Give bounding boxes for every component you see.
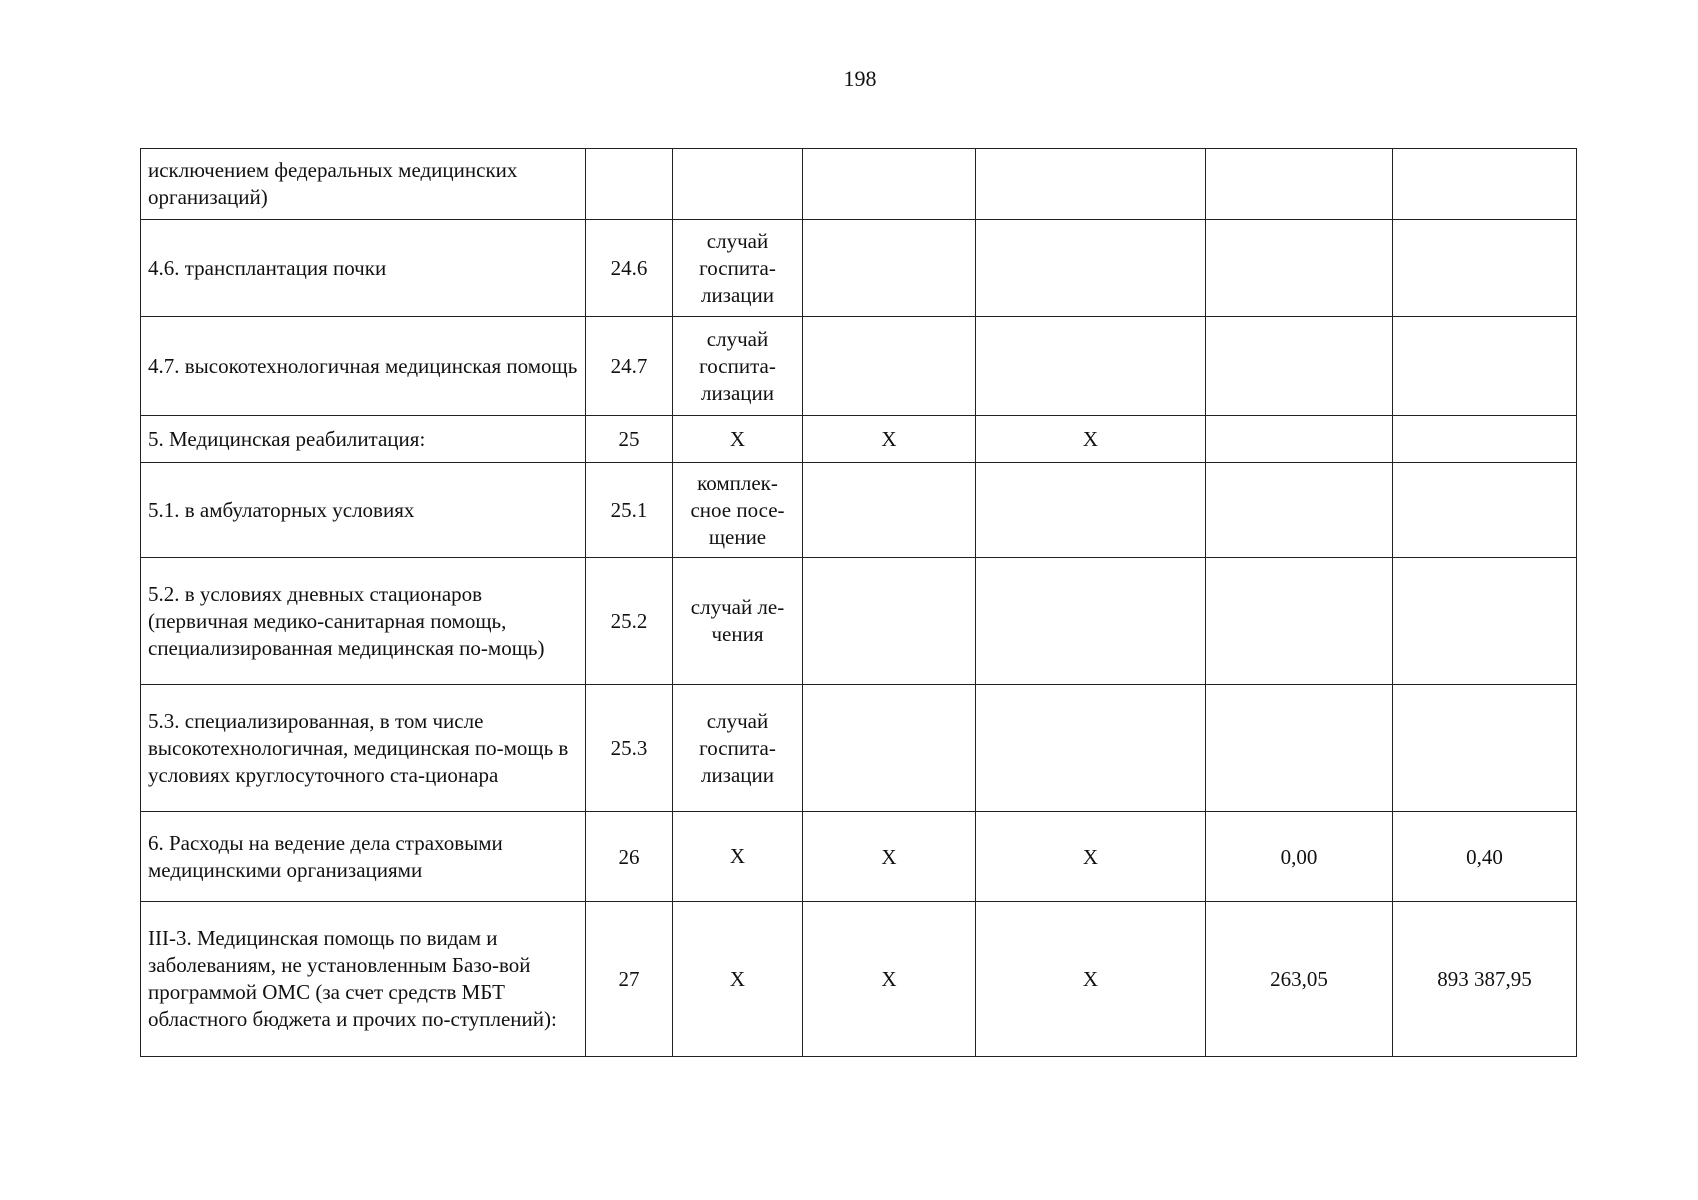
table-row xyxy=(141,317,1577,416)
value-cell-3 xyxy=(1206,558,1393,685)
value-cell-2 xyxy=(976,463,1206,558)
value-cell-2 xyxy=(976,317,1206,416)
value-cell-1: X xyxy=(803,812,976,902)
value-cell-3 xyxy=(1206,463,1393,558)
table-row xyxy=(141,812,1577,902)
value-cell-3 xyxy=(1206,416,1393,463)
table-row xyxy=(141,685,1577,812)
unit-cell: комплек-сное посе-щение xyxy=(673,463,803,558)
value-cell-1: X xyxy=(803,416,976,463)
row-name-cell: 5. Медицинская реабилитация: xyxy=(141,416,586,463)
value-cell-4: 0,40 xyxy=(1393,812,1577,902)
row-name-cell: 4.6. трансплантация почки xyxy=(141,220,586,317)
value-cell-2 xyxy=(976,558,1206,685)
table-row xyxy=(141,149,1577,220)
row-number-cell: 25 xyxy=(586,416,673,463)
value-cell-3 xyxy=(1206,685,1393,812)
value-cell-1: X xyxy=(803,902,976,1057)
value-cell-4 xyxy=(1393,416,1577,463)
unit-cell: X xyxy=(673,416,803,463)
row-name-cell: 5.1. в амбулаторных условиях xyxy=(141,463,586,558)
value-cell-4 xyxy=(1393,220,1577,317)
table-row xyxy=(141,220,1577,317)
value-cell-2 xyxy=(976,685,1206,812)
value-cell-1 xyxy=(803,558,976,685)
row-name-cell: 5.2. в условиях дневных стационаров (первичная медико-санитарная помощь, специализированная медицинская по-мощь) xyxy=(141,558,586,685)
data-table xyxy=(140,148,1577,1057)
value-cell-1 xyxy=(803,685,976,812)
value-cell-4 xyxy=(1393,463,1577,558)
unit-cell: X xyxy=(673,902,803,1057)
row-number-cell: 26 xyxy=(586,812,673,902)
value-cell-3 xyxy=(1206,220,1393,317)
unit-cell: случай госпита-лизации xyxy=(673,685,803,812)
value-cell-2: X xyxy=(976,812,1206,902)
value-cell-1 xyxy=(803,149,976,220)
value-cell-2: X xyxy=(976,416,1206,463)
value-cell-3 xyxy=(1206,317,1393,416)
row-name-cell: 5.3. специализированная, в том числе высокотехнологичная, медицинская по-мощь в условиях круглосуточного ста-ционара xyxy=(141,685,586,812)
table-row xyxy=(141,463,1577,558)
table-row xyxy=(141,902,1577,1057)
value-cell-4: 893 387,95 xyxy=(1393,902,1577,1057)
value-cell-3: 263,05 xyxy=(1206,902,1393,1057)
row-name-cell: исключением федеральных медицинских организаций) xyxy=(141,149,586,220)
row-number-cell: 24.7 xyxy=(586,317,673,416)
unit-cell: случай госпита-лизации xyxy=(673,317,803,416)
value-cell-4 xyxy=(1393,317,1577,416)
value-cell-4 xyxy=(1393,149,1577,220)
row-name-cell: III-3. Медицинская помощь по видам и заболеваниям, не установленным Базо-вой программой ОМС (за счет средств МБТ областного бюджета и прочих по-ступлений): xyxy=(141,902,586,1057)
value-cell-1 xyxy=(803,463,976,558)
value-cell-2 xyxy=(976,220,1206,317)
unit-cell: случай госпита-лизации xyxy=(673,220,803,317)
value-cell-1 xyxy=(803,220,976,317)
row-name-cell: 6. Расходы на ведение дела страховыми медицинскими организациями xyxy=(141,812,586,902)
page-number: 198 xyxy=(843,66,877,91)
table-row xyxy=(141,558,1577,685)
row-number-cell: 25.2 xyxy=(586,558,673,685)
value-cell-3 xyxy=(1206,149,1393,220)
unit-cell xyxy=(673,149,803,220)
row-number-cell: 24.6 xyxy=(586,220,673,317)
value-cell-4 xyxy=(1393,558,1577,685)
value-cell-1 xyxy=(803,317,976,416)
value-cell-4 xyxy=(1393,685,1577,812)
unit-cell: X xyxy=(673,812,803,902)
row-name-cell: 4.7. высокотехнологичная медицинская помощь xyxy=(141,317,586,416)
row-number-cell: 25.1 xyxy=(586,463,673,558)
value-cell-3: 0,00 xyxy=(1206,812,1393,902)
table-row xyxy=(141,416,1577,463)
row-number-cell: 25.3 xyxy=(586,685,673,812)
value-cell-2 xyxy=(976,149,1206,220)
unit-cell: случай ле-чения xyxy=(673,558,803,685)
row-number-cell xyxy=(586,149,673,220)
row-number-cell: 27 xyxy=(586,902,673,1057)
value-cell-2: X xyxy=(976,902,1206,1057)
